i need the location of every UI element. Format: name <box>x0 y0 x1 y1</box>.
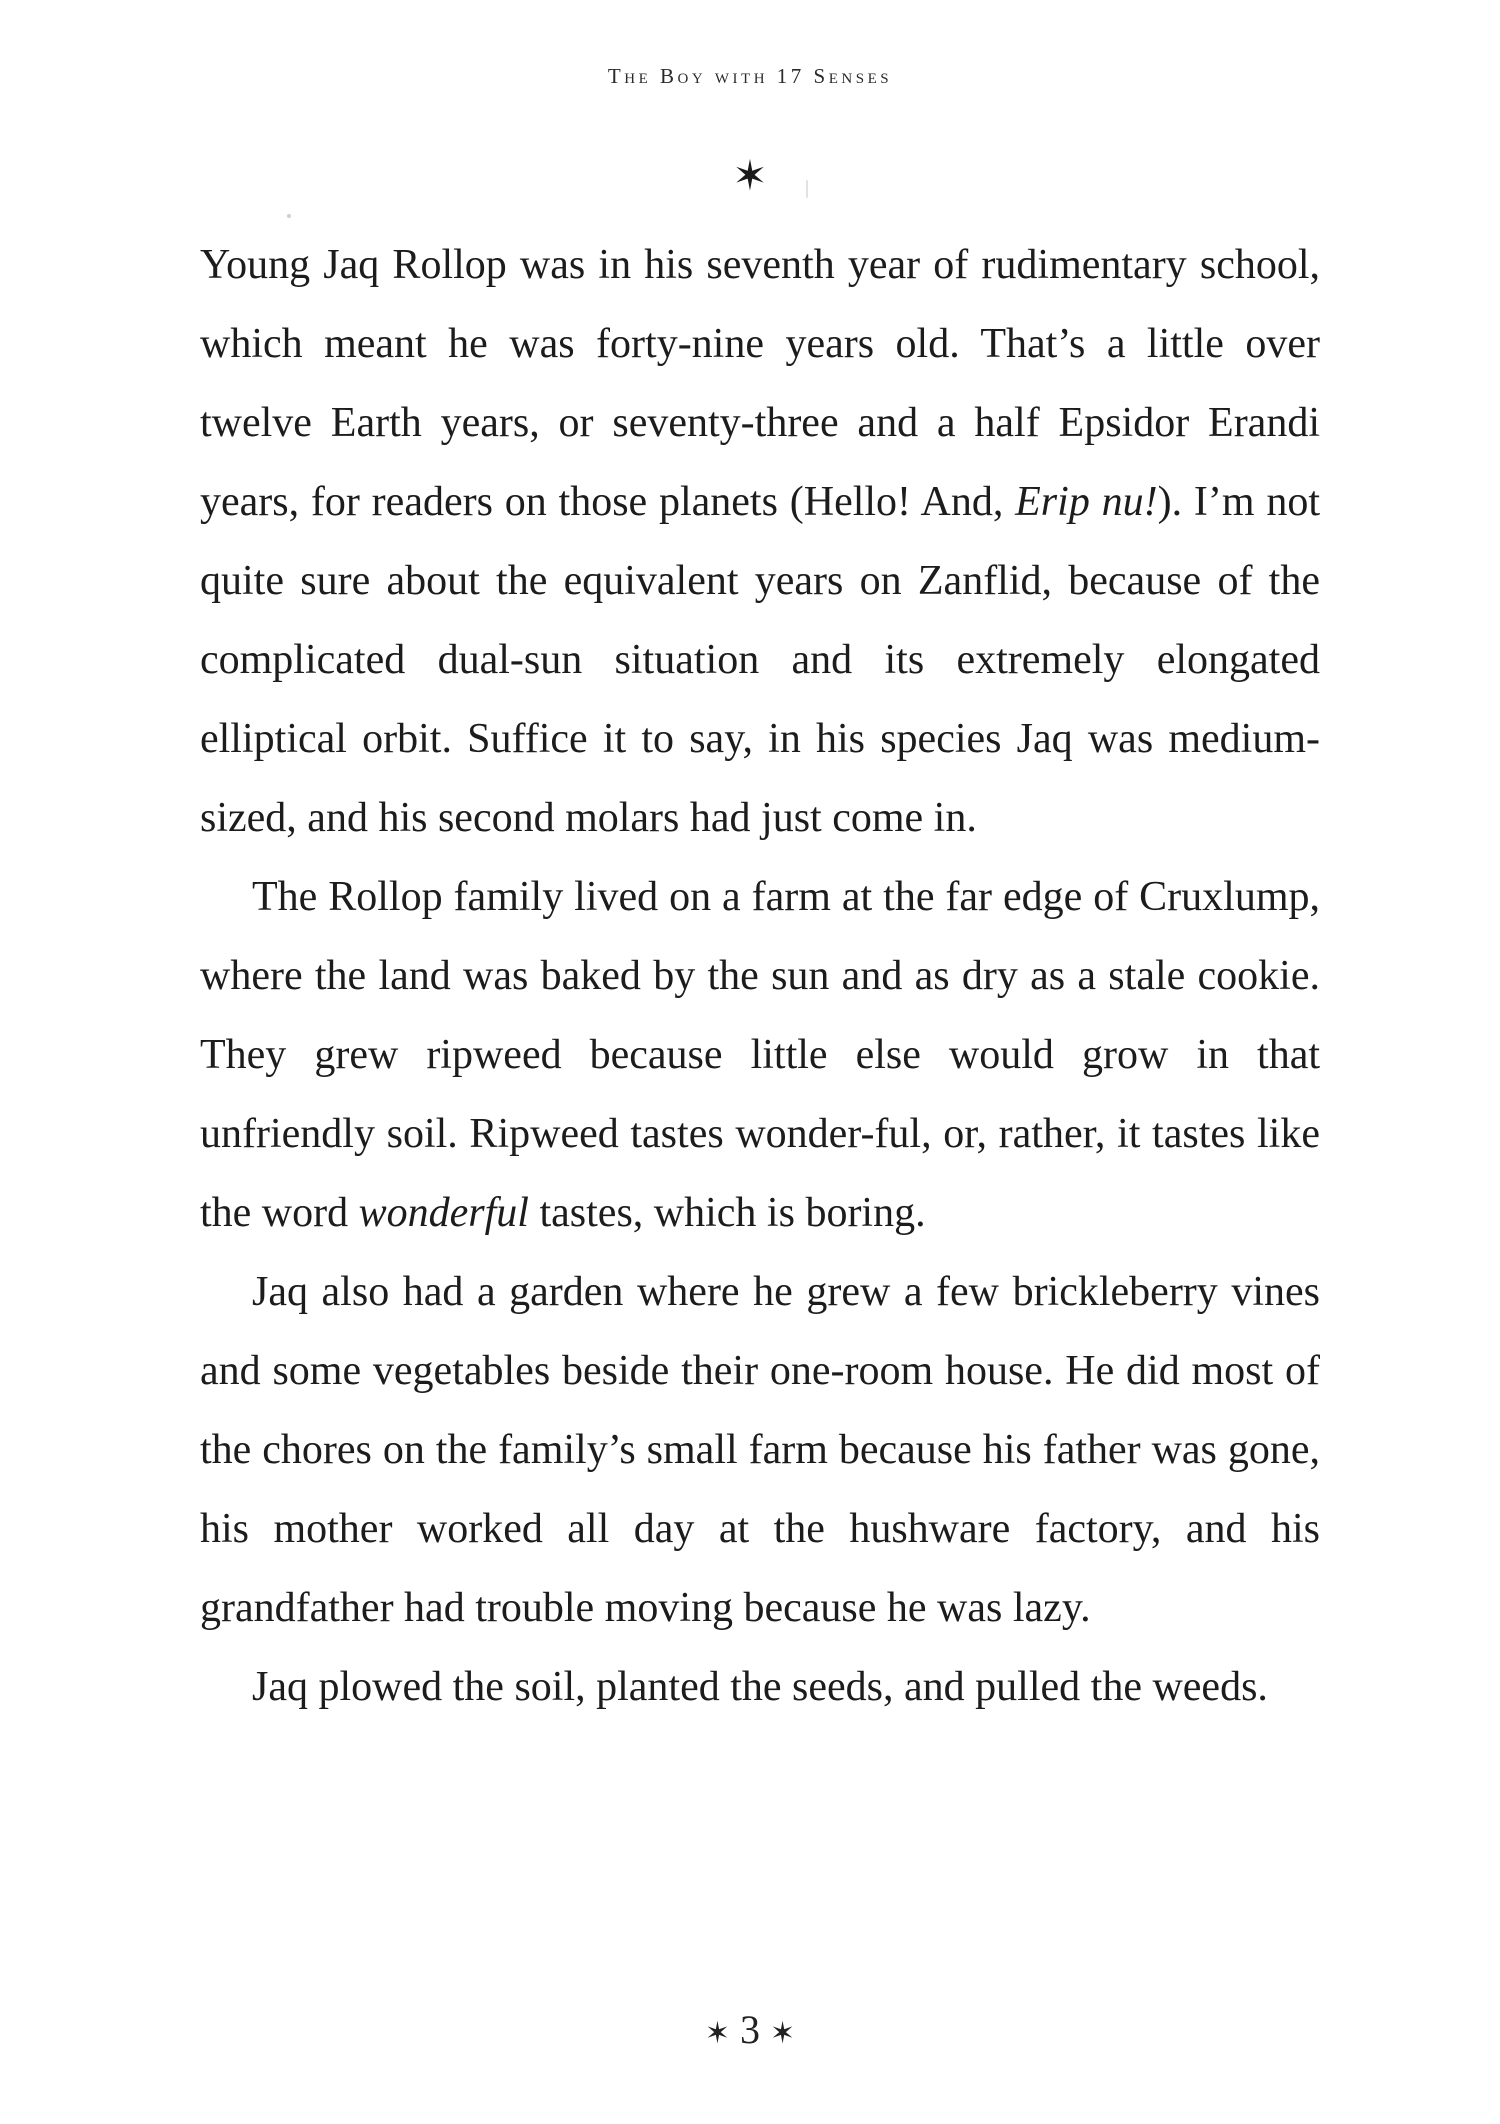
paragraph-2: The Rollop family lived on a farm at the far edge of Cruxlump, where the land was baked by the sun and as dry as a stale cookie. They grew ripweed because little else would grow in that unfriendly soil. Ripweed tastes wonder-ful, or, rather, it tastes like the word wonderful tastes, which is boring. <box>200 874 1320 1236</box>
paragraph-1: Young Jaq Rollop was in his seventh year of rudimentary school, which meant he was forty-nine years old. That’s a little over twelve Earth years, or seventy-three and a half Epsidor Erandi years, for readers on those planets (Hello! And, Erip nu!). I’m not quite sure about the equivalent years on Zanflid, because of the complicated dual-sun situation and its extremely elongated elliptical orbit. Suffice it to say, in his species Jaq was medium-sized, and his second molars had just come in. <box>200 242 1321 841</box>
body-text <box>200 226 1320 1727</box>
paragraph-4: Jaq plowed the soil, planted the seeds, and pulled the weeds. <box>252 1664 1268 1710</box>
folio-star-right-icon: ✶ <box>770 2017 796 2051</box>
running-head: The Boy with 17 Senses <box>607 64 893 88</box>
paragraph-3: Jaq also had a garden where he grew a few brickleberry vines and some vegetables beside their one-room house. He did most of the chores on the family’s small farm because his father was gone, his mother worked all day at the hushware factory, and his grandfather had trouble moving because he was lazy. <box>200 1269 1320 1631</box>
scan-speck <box>806 180 808 198</box>
italic-phrase: Erip nu! <box>1015 479 1158 525</box>
page-number <box>0 2006 1500 2053</box>
page-number-value: 3 <box>740 2007 760 2052</box>
section-break-star-icon: ✶ <box>732 151 768 200</box>
folio-star-left-icon: ✶ <box>704 2017 730 2051</box>
scan-speck <box>287 214 291 218</box>
italic-phrase: wonderful <box>358 1190 529 1236</box>
